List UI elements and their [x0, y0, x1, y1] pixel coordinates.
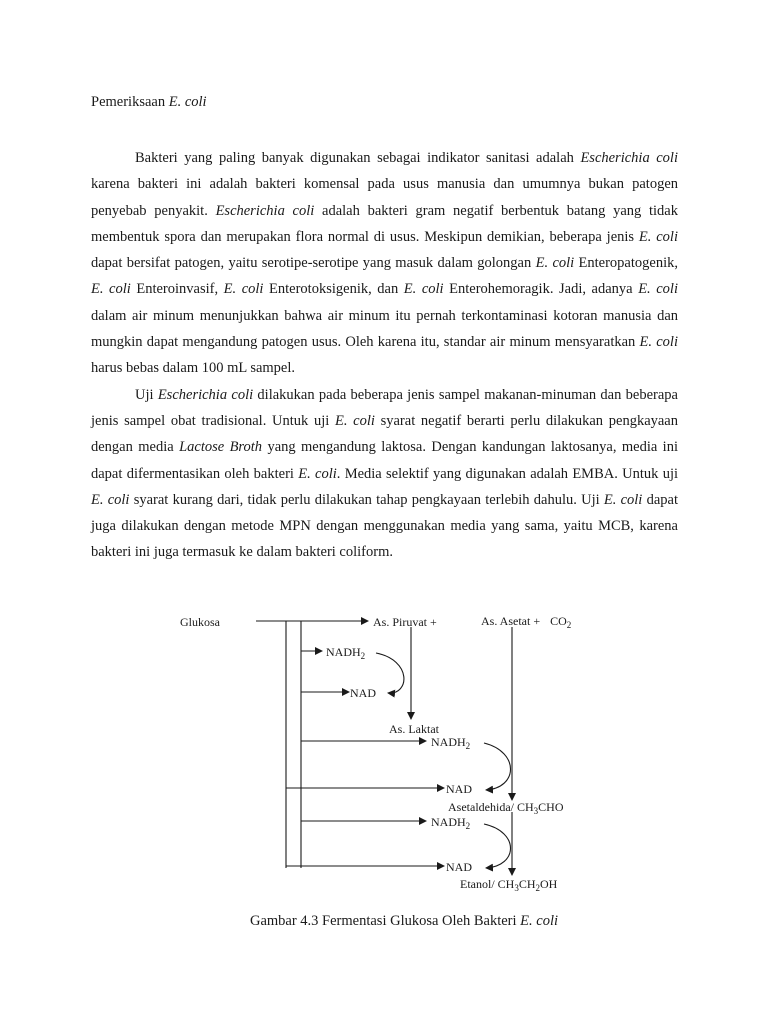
text-run: Bakteri yang paling banyak digunakan sebagai indikator sanitasi adalah	[135, 150, 581, 166]
italic-term: E. coli	[91, 491, 130, 508]
label-asetat-co2: As. Asetat + $CO_2$	[481, 614, 572, 630]
italic-term: E. coli	[223, 281, 264, 298]
text-run: Enterohemoragik. Jadi, adanya	[443, 281, 639, 298]
italic-term: E. coli	[535, 255, 575, 272]
label-piruvat: As. Piruvat +	[373, 615, 437, 629]
italic-term: Escherichia coli	[215, 202, 315, 219]
text-run: dalam air minum menunjukkan bahwa air minum itu pernah terkontaminasi kotoran manusia dan mungkin dapat mengandung patogen usus. Oleh karena itu, standar air minum mensyaratkan	[91, 307, 678, 351]
text-run: dapat juga dilakukan dengan metode MPN dengan menggunakan media yang sama, yaitu MCB, karena bakteri ini juga termasuk ke dalam bakteri coliform.	[91, 491, 678, 561]
label-nad-3: NAD	[446, 860, 472, 874]
heading-italic: E. coli	[168, 94, 207, 110]
italic-term: E. coli	[91, 281, 131, 298]
italic-term: Lactose Broth	[179, 439, 263, 456]
text-run: Enterotoksigenik, dan	[263, 281, 404, 298]
label-nad-1: NAD	[350, 686, 376, 700]
text-run: Uji	[135, 386, 158, 403]
italic-term: E. coli	[638, 228, 678, 245]
text-run: Enteropatogenik,	[574, 255, 678, 272]
label-glukosa: Glukosa	[180, 615, 220, 629]
text-run: Enteroinvasif,	[130, 281, 224, 298]
italic-term: E. coli	[639, 334, 678, 351]
label-nadh2-2: $NADH_2$	[431, 735, 471, 751]
text-run: . Media selektif yang digunakan adalah EMBA. Untuk uji	[336, 465, 679, 482]
text-run: yang mengandung laktosa. Dengan kandungan laktosanya, media ini dapat difermentasikan oleh bakteri	[91, 439, 678, 482]
label-laktat: As. Laktat	[389, 722, 439, 736]
curve-arrow-1	[376, 653, 404, 693]
text-run: syarat negatif berarti perlu dilakukan pengkayaan dengan media	[91, 412, 678, 456]
text-run: syarat kurang dari, tidak perlu dilakukan tahap pengkayaan terlebih dahulu. Uji	[129, 491, 604, 508]
italic-term: E. coli	[603, 491, 643, 508]
label-asetaldehida: Asetaldehida/ $CH_3CHO$	[448, 800, 564, 816]
heading-text: Pemeriksaan	[91, 94, 169, 110]
label-nadh2-1: $NADH_2$	[326, 645, 366, 661]
text-run: harus bebas dalam 100 mL sampel.	[91, 360, 296, 377]
figure-caption	[0, 911, 768, 931]
italic-term: Escherichia coli	[580, 150, 678, 166]
curve-arrow-2	[484, 743, 511, 790]
curve-arrow-3	[484, 824, 511, 868]
text-run: dilakukan pada beberapa jenis sampel makanan-minuman dan beberapa jenis sampel obat tradisional. Untuk uji	[91, 386, 678, 429]
text-run: adalah bakteri gram negatif berbentuk batang yang tidak membentuk spora dan merupakan flora normal di usus. Meskipun demikian, beberapa jenis	[91, 202, 678, 245]
label-nadh2-3: $NADH_2$	[431, 815, 471, 831]
text-run: dapat bersifat patogen, yaitu serotipe-serotipe yang masuk dalam golongan	[91, 255, 536, 272]
italic-term: E. coli	[638, 281, 678, 298]
label-etanol: Etanol/ $CH_3CH_2OH$	[460, 877, 558, 893]
caption-italic: E. coli	[520, 913, 559, 929]
italic-term: Escherichia coli	[157, 386, 254, 403]
italic-term: E. coli	[298, 465, 337, 482]
caption-text: Gambar 4.3 Fermentasi Glukosa Oleh Bakteri	[249, 913, 521, 929]
label-nad-2: NAD	[446, 782, 472, 796]
italic-term: E. coli	[334, 412, 375, 429]
italic-term: E. coli	[403, 281, 444, 298]
text-run: karena bakteri ini adalah bakteri komensal pada usus manusia dan umumnya bukan patogen penyebab penyakit.	[91, 176, 678, 219]
